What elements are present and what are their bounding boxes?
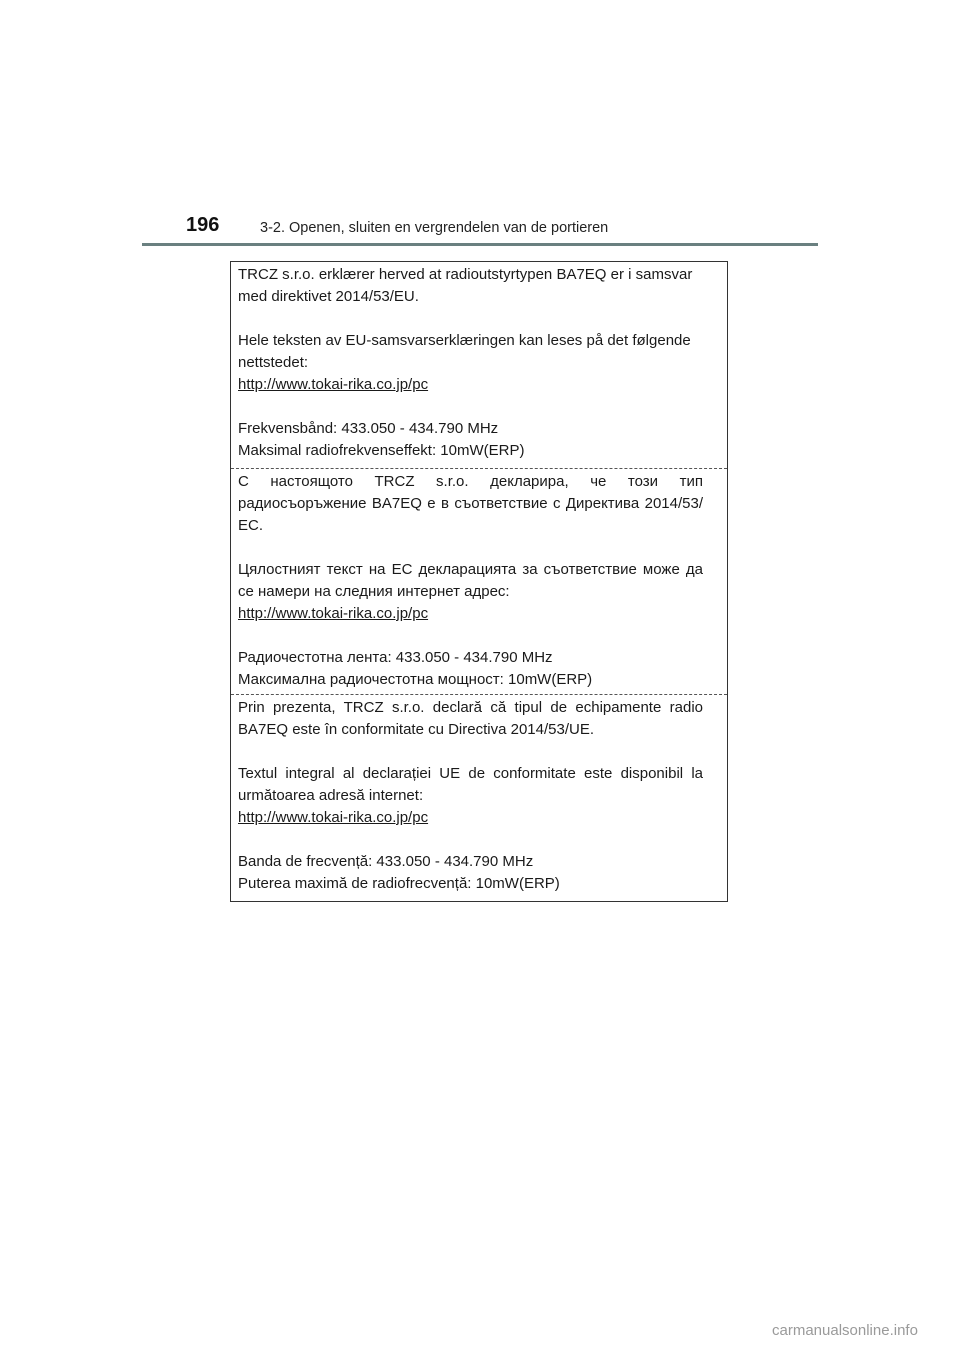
max-power: Puterea maximă de radiofrecvență: 10mW(ERP) bbox=[238, 875, 560, 892]
frequency-band: Радиочестотна лента: 433.050 - 434.790 MHz bbox=[238, 649, 553, 666]
watermark: carmanualsonline.info bbox=[772, 1322, 918, 1339]
section-title: 3-2. Openen, sluiten en vergrendelen van de portieren bbox=[260, 220, 609, 236]
declaration-url-link[interactable]: http://www.tokai-rika.co.jp/pc bbox=[238, 809, 429, 826]
max-power: Максимална радиочестотна мощност: 10mW(ERP) bbox=[238, 671, 593, 688]
declaration-url-link[interactable]: http://www.tokai-rika.co.jp/pc bbox=[238, 605, 429, 622]
divider bbox=[231, 694, 727, 695]
max-power: Maksimal radiofrekvenseffekt: 10mW(ERP) bbox=[238, 442, 525, 459]
declaration-box bbox=[230, 261, 728, 902]
header-rule bbox=[142, 243, 818, 246]
declaration-statement: Prin prezenta, TRCZ s.r.o. declară că tipul de echipamente radio BA7EQ este în conformitate cu Directiva 2014/53/UE. bbox=[238, 699, 703, 738]
divider bbox=[231, 468, 727, 469]
page-header bbox=[142, 212, 818, 246]
declaration-statement: TRCZ s.r.o. erklærer herved at radioutstyrtypen BA7EQ er i samsvar med direktivet 2014/53/EU. bbox=[238, 266, 693, 305]
declaration-url-intro: Textul integral al declarației UE de conformitate este disponibil la următoarea adresă internet: bbox=[238, 765, 703, 804]
declaration-url-intro: Hele teksten av EU-samsvarserklæringen kan leses på det følgende nettstedet: bbox=[238, 332, 691, 371]
frequency-band: Frekvensbånd: 433.050 - 434.790 MHz bbox=[238, 420, 499, 437]
declaration-url-intro: Цялостният текст на ЕС декларацията за съответствие може да се намери на следния интернет адрес: bbox=[238, 561, 703, 600]
frequency-band: Banda de frecvență: 433.050 - 434.790 MHz bbox=[238, 853, 534, 870]
declaration-norwegian bbox=[231, 264, 727, 462]
declaration-romanian bbox=[231, 697, 727, 895]
declaration-bulgarian bbox=[231, 471, 727, 691]
declaration-statement: С настоящото TRCZ s.r.o. декларира, че този тип радиосъоръжение BA7EQ е в съответствие с Директива 2014/53/ЕС. bbox=[238, 473, 703, 534]
page-number: 196 bbox=[186, 214, 220, 236]
declaration-url-link[interactable]: http://www.tokai-rika.co.jp/pc bbox=[238, 376, 429, 393]
